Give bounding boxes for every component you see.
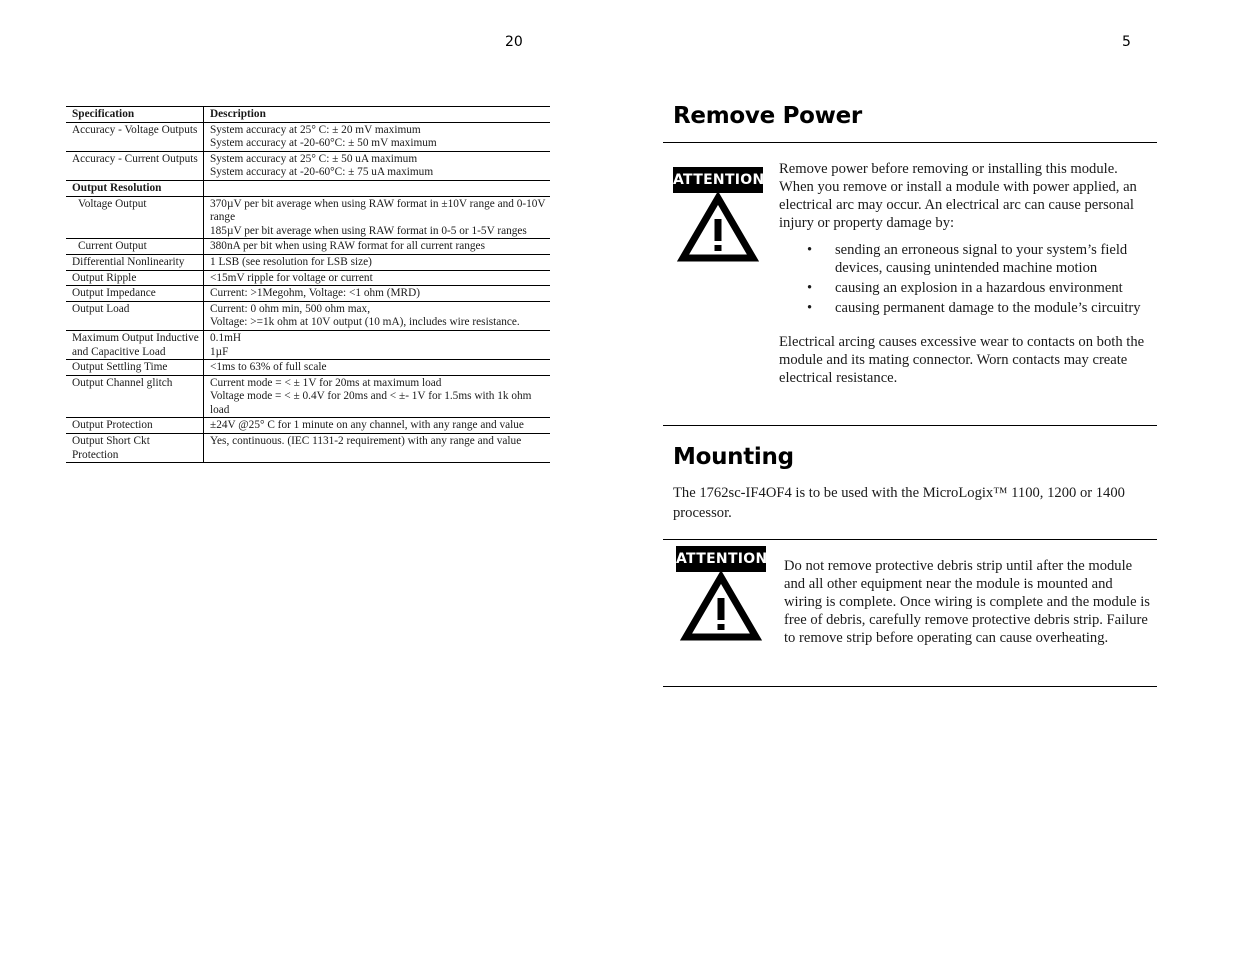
spec-cell: Output Impedance [66, 286, 204, 302]
desc-cell: ±24V @25° C for 1 minute on any channel, with any range and value [204, 418, 551, 434]
desc-cell [204, 151, 551, 180]
spec-cell: Differential Nonlinearity [66, 254, 204, 270]
hazard-list [779, 241, 1154, 317]
table-row [66, 180, 550, 196]
spec-cell: Maximum Output Inductive and Capacitive Load [66, 330, 204, 359]
page-number: 20 [505, 34, 523, 50]
spec-cell: Accuracy - Current Outputs [66, 151, 204, 180]
attention-warning-icon [673, 167, 763, 268]
table-row [66, 330, 550, 359]
attention-badge: ATTENTION [673, 167, 763, 193]
desc-line: System accuracy at 25° C: ± 20 mV maximum [210, 123, 421, 136]
list-item: • causing permanent damage to the module’s circuitry [779, 299, 1154, 317]
desc-line: 185µV per bit average when using RAW format in 0-5 or 1-5V ranges [210, 224, 527, 237]
desc-cell: 1 LSB (see resolution for LSB size) [204, 254, 551, 270]
remove-power-heading: Remove Power [673, 103, 862, 129]
table-row [66, 270, 550, 286]
page-number: 5 [1122, 34, 1131, 50]
desc-cell: Yes, continuous. (IEC 1131-2 requirement) with any range and value [210, 435, 522, 448]
warning-triangle-icon [676, 572, 766, 642]
spec-cell: Output Protection [66, 418, 204, 434]
attention-badge: ATTENTION [676, 546, 766, 572]
section-divider [663, 142, 1157, 143]
desc-line: Voltage: >=1k ohm at 10V output (10 mA), includes wire resistance. [210, 316, 520, 329]
desc-line: Current: 0 ohm min, 500 ohm max, [210, 302, 371, 315]
desc-line: 0.1mH [210, 331, 242, 344]
table-row [66, 434, 550, 463]
table-header-description: Description [204, 107, 551, 123]
desc-cell: <15mV ripple for voltage or current [204, 270, 551, 286]
desc-cell [204, 301, 551, 330]
section-divider [663, 539, 1157, 540]
spec-cell: Output Load [66, 301, 204, 330]
desc-line: 1µF [210, 345, 229, 358]
table-header-specification: Specification [66, 107, 204, 123]
mounting-heading: Mounting [673, 444, 794, 470]
desc-cell [204, 122, 551, 151]
mounting-intro: The 1762sc-IF4OF4 is to be used with the MicroLogix™ 1100, 1200 or 1400 processor. [673, 485, 1125, 521]
table-row [66, 151, 550, 180]
remove-power-closing: Electrical arcing causes excessive wear to contacts on both the module and its mating connector. Worn contacts may create electrical resistance. [779, 334, 1145, 386]
desc-cell [204, 330, 551, 359]
table-row [66, 375, 550, 418]
desc-line: Current mode = < ± 1V for 20ms at maximum load [210, 376, 442, 389]
desc-line: System accuracy at -20-60°C: ± 75 uA maximum [210, 166, 434, 179]
remove-power-intro: Remove power before removing or installing this module. When you remove or install a module with power applied, an electrical arc may occur. An electrical arc can cause personal injury or property damage by: [779, 161, 1137, 231]
warning-triangle-icon [673, 193, 763, 263]
spec-cell: Output Settling Time [66, 360, 204, 376]
table-row [66, 122, 550, 151]
desc-cell [204, 180, 551, 196]
spec-cell: Output Short Ckt Protection [66, 434, 204, 463]
desc-line: 370µV per bit average when using RAW format in ±10V range and 0-10V range [210, 197, 546, 224]
left-page [0, 0, 617, 954]
section-divider [663, 425, 1157, 426]
desc-line: System accuracy at -20-60°C: ± 50 mV maximum [210, 137, 437, 150]
desc-line: Voltage mode = < ± 0.4V for 20ms and < ±- 1V for 1.5ms with 1k ohm load [210, 390, 532, 416]
spec-cell: Accuracy - Voltage Outputs [66, 122, 204, 151]
desc-cell [204, 196, 551, 239]
table-row [66, 239, 550, 255]
remove-power-text [779, 160, 1154, 387]
table-row [66, 360, 550, 376]
spec-cell: Output Resolution [66, 180, 204, 196]
spec-cell: Output Channel glitch [66, 375, 204, 418]
table-row [66, 418, 550, 434]
table-row [66, 196, 550, 239]
desc-cell: 380nA per bit when using RAW format for all current ranges [204, 239, 551, 255]
mounting-warning-text: Do not remove protective debris strip until after the module and all other equipment near the module is mounted and wiring is complete. Once wiring is complete and the module is free of debris, carefully remove protective debris strip. Failure to remove strip before operating can cause overheating. [784, 558, 1150, 646]
attention-warning-icon [676, 546, 766, 647]
desc-cell: <1ms to 63% of full scale [204, 360, 551, 376]
specification-table [66, 106, 550, 463]
desc-cell [204, 375, 551, 418]
list-item: • sending an erroneous signal to your system’s field devices, causing unintended machine motion [779, 241, 1154, 277]
right-page [618, 0, 1235, 954]
table-row [66, 301, 550, 330]
list-item: • causing an explosion in a hazardous environment [779, 279, 1154, 297]
spec-cell: Output Ripple [66, 270, 204, 286]
desc-cell: Current: >1Megohm, Voltage: <1 ohm (MRD) [204, 286, 551, 302]
table-row [66, 254, 550, 270]
table-row [66, 286, 550, 302]
spec-cell: Voltage Output [66, 196, 204, 239]
section-divider [663, 686, 1157, 687]
spec-cell: Current Output [66, 239, 204, 255]
desc-line: System accuracy at 25° C: ± 50 uA maximum [210, 152, 418, 165]
